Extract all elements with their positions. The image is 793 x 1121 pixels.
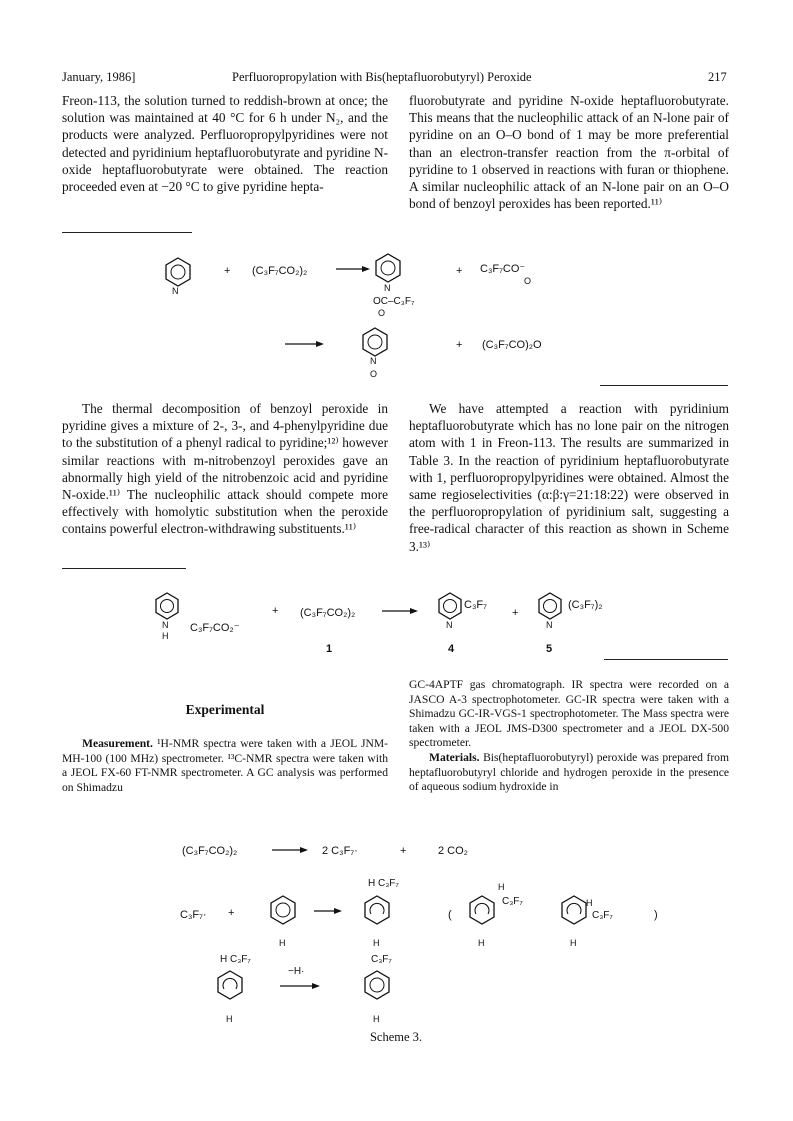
pyridine-n-oxide-ring: [363, 328, 387, 356]
paragraph-lead: Measurement.: [82, 737, 153, 750]
paragraph-text: We have attempted a reaction with pyridinium heptafluorobutyrate which has no lone pair on the nitrogen atom with 1 in Freon-113. The results are summarized in Table 3. In the reaction of pyridinium heptafluorobutyrate with 1, perfluoropropylpyridines were obtained. Almost the same regioselectivities (α:β:γ=21:18:22) were observed in the perfluoropropylation of pyridinium salt, suggesting a free-radical character of this reaction as shown in Scheme 3.¹³⁾: [409, 401, 729, 554]
pyridinium-ring: [376, 254, 400, 282]
pyridine-ring: [166, 258, 190, 286]
paragraph-measurement: [62, 737, 388, 795]
n-plus-label: N: [162, 620, 169, 630]
substituent-label: H C₃F₇: [368, 878, 399, 889]
carbonyl-o: O: [378, 308, 386, 318]
paragraph-top-right: [409, 92, 729, 212]
compound-number: 4: [448, 643, 455, 655]
sigma-complex-ring: [218, 971, 242, 999]
plus-sign: +: [400, 845, 407, 857]
divider: [600, 385, 728, 386]
anion-o: O: [524, 276, 532, 286]
substituent-label: C₃F₇: [371, 954, 392, 965]
paragraph-text: Freon-113, the solution turned to reddish-brown at once; the solution was maintained at 40 °C for 6 h under N₂, and the products were analyzed. Perfluoropropylpyridines were not detected and pyridinium heptafluorobutyrate and pyridine N-oxide heptafluorobutyrate were obtained. The reaction proceeded even at −20 °C to give pyridine hepta-: [62, 93, 388, 195]
radical-label: 2 C₃F₇·: [322, 845, 358, 857]
h-label: H: [478, 938, 485, 948]
substituent-label: C₃F₇: [464, 599, 487, 611]
h-label: H: [162, 631, 169, 641]
running-header-title: Perfluoropropylation with Bis(heptafluorobutyryl) Peroxide: [232, 70, 532, 84]
paragraph-text: GC-4APTF gas chromatograph. IR spectra were recorded on a JASCO A-3 spectrophotometer. GC-IR spectra were taken with a Shimadzu GC-IR-VGS-1 spectrophotometer. The Mass spectra were taken with a JEOL JMS-D300 spectrometer and a JEOL DX-500 spectrometer.: [409, 678, 729, 750]
product-5-ring: [539, 593, 561, 619]
compound-number: 5: [546, 643, 553, 655]
h-label: H: [226, 1014, 233, 1024]
paragraph-top-left: [62, 92, 388, 195]
scheme-2-diagram: [0, 586, 793, 666]
plus-sign: +: [272, 605, 279, 617]
divider: [62, 232, 192, 233]
h-label: H: [586, 898, 593, 908]
h-label: H: [373, 938, 380, 948]
paragraph-text: Bis(heptafluorobutyryl) peroxide was prepared from heptafluorobutyryl chloride and hydrogen peroxide in the presence of aqueous sodium hydroxide in: [409, 750, 729, 794]
running-header-left: January, 1986]: [62, 70, 136, 84]
product-4-ring: [439, 593, 461, 619]
paragraph-lead: Materials.: [429, 750, 480, 764]
arrowhead: [410, 608, 418, 614]
h-label: H: [373, 1014, 380, 1024]
anhydride-label: (C₃F₇CO)₂O: [482, 339, 542, 351]
arrowhead: [362, 266, 370, 272]
h-label: H: [570, 938, 577, 948]
open-paren: (: [448, 909, 452, 921]
oxide-o: O: [370, 369, 378, 379]
scheme-caption: Scheme 3.: [369, 1030, 423, 1044]
reagent-label: (C₃F₇CO₂)₂: [252, 265, 308, 277]
substituent-label: C₃F₇: [592, 910, 613, 921]
minus-h-label: −H·: [288, 966, 305, 977]
n-label: N: [370, 356, 377, 366]
paragraph-middle-left: [62, 400, 388, 538]
sigma-complex-ring: [365, 896, 389, 924]
arrowhead: [316, 341, 324, 347]
anion-label: C₃F₇CO₂⁻: [190, 622, 240, 634]
paragraph-text: ¹H-NMR spectra were taken with a JEOL JNM-MH-100 (100 MHz) spectrometer. ¹³C-NMR spectra were taken with a JEOL FX-60 FT-NMR spectrometer. A GC analysis was performed on Shimadzu: [62, 737, 388, 794]
plus-sign: +: [456, 265, 463, 277]
arrowhead: [300, 847, 308, 853]
plus-sign: +: [456, 339, 463, 351]
anion-label: C₃F₇CO⁻: [480, 263, 526, 275]
n-label: N: [446, 620, 453, 630]
page-number: 217: [708, 70, 727, 84]
compound-number: 1: [326, 643, 333, 655]
paragraph-middle-right: [409, 400, 729, 555]
divider: [62, 568, 186, 569]
substituent-label: (C₃F₇)₂: [568, 599, 603, 611]
arrowhead: [312, 983, 320, 989]
arrowhead: [334, 908, 342, 914]
scheme-3-diagram: [0, 838, 793, 1038]
substituent-label: C₃F₇: [502, 896, 523, 907]
close-paren: ): [654, 909, 658, 921]
product-ring: [365, 971, 389, 999]
acyloxy-label: OC–C₃F₇: [373, 296, 415, 307]
co2-label: 2 CO₂: [438, 845, 468, 857]
divider: [604, 659, 728, 660]
radical-label: C₃F₇·: [180, 909, 207, 921]
plus-sign: +: [228, 907, 235, 919]
paragraph-text: The thermal decomposition of benzoyl peroxide in pyridine gives a mixture of 2-, 3-, and 4-phenylpyridine due to the substitution of a phenyl radical to pyridine;¹²⁾ however similar reactions with m-nitrobenzoyl peroxides gave an abnormally high yield of the nitrobenzoic acid and pyridine N-oxide.¹¹⁾ The nucleophilic attack should compete more effectively with homolytic substitution when the peroxide contains powerful electron-withdrawing substituents.¹¹⁾: [62, 401, 388, 537]
plus-sign: +: [224, 265, 231, 277]
pyridinium-salt-ring: [156, 593, 178, 619]
n-plus-label: N: [384, 283, 391, 293]
reagent-label: (C₃F₇CO₂)₂: [182, 845, 238, 857]
scheme-1-diagram: [0, 242, 793, 392]
reagent-label: (C₃F₇CO₂)₂: [300, 607, 356, 619]
h-label: H: [498, 882, 505, 892]
resonance-ring-2: [562, 896, 586, 924]
resonance-ring-1: [470, 896, 494, 924]
paragraph-text: fluorobutyrate and pyridine N-oxide heptafluorobutyrate. This means that the nucleophilic attack of an N-lone pair of pyridine on an O–O bond of 1 may be more preferential than an electron-transfer reaction from the π-orbital of pyridine to 1 observed in reactions with furan or thiophene. A similar nucleophilic attack of an N-lone pair on an O–O bond of benzoyl peroxides has been reported.¹¹⁾: [409, 93, 729, 212]
pyridinium-ring: [271, 896, 295, 924]
paragraph-instruments: [409, 678, 729, 795]
substituent-label: H C₃F₇: [220, 954, 251, 965]
section-heading: Experimental: [185, 702, 265, 717]
plus-sign: +: [512, 607, 519, 619]
n-label: N: [172, 286, 179, 296]
n-label: N: [546, 620, 553, 630]
h-label: H: [279, 938, 286, 948]
